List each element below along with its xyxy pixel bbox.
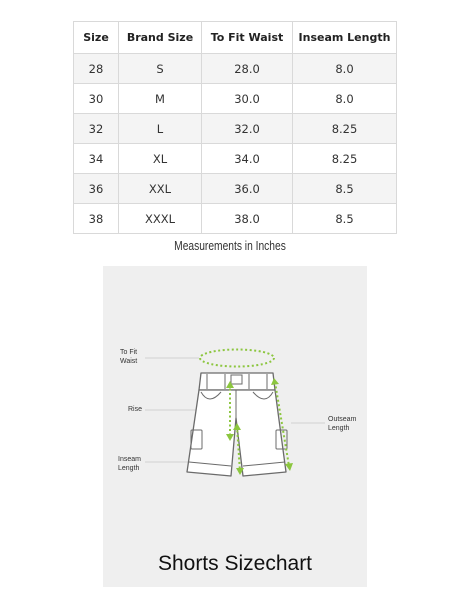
table-row xyxy=(74,84,397,114)
measurements-caption: Measurements in Inches xyxy=(174,239,286,253)
cell-brand-size: M xyxy=(119,84,202,114)
size-table xyxy=(73,21,397,234)
buckle-icon xyxy=(231,375,242,384)
cell-to-fit-waist: 28.0 xyxy=(202,54,293,84)
cell-to-fit-waist: 36.0 xyxy=(202,174,293,204)
cell-inseam-length: 8.5 xyxy=(293,204,397,234)
table-row xyxy=(74,144,397,174)
cell-to-fit-waist: 30.0 xyxy=(202,84,293,114)
cell-to-fit-waist: 34.0 xyxy=(202,144,293,174)
cell-inseam-length: 8.0 xyxy=(293,84,397,114)
cell-inseam-length: 8.25 xyxy=(293,144,397,174)
cell-size: 32 xyxy=(74,114,119,144)
cell-brand-size: L xyxy=(119,114,202,144)
cell-to-fit-waist: 38.0 xyxy=(202,204,293,234)
to-fit-waist-label: To Fit Waist xyxy=(120,349,138,365)
cell-brand-size: S xyxy=(119,54,202,84)
table-row xyxy=(74,114,397,144)
cell-size: 38 xyxy=(74,204,119,234)
waist-measure-ellipse xyxy=(200,350,274,367)
shorts-sizechart-title: Shorts Sizechart xyxy=(157,552,313,575)
cell-size: 30 xyxy=(74,84,119,114)
cell-size: 28 xyxy=(74,54,119,84)
rise-label: Rise xyxy=(128,406,143,413)
cell-inseam-length: 8.25 xyxy=(293,114,397,144)
cell-inseam-length: 8.0 xyxy=(293,54,397,84)
header-inseam-length: Inseam Length xyxy=(293,22,397,54)
inseam-length-label: Inseam Length xyxy=(118,456,141,472)
table-header-row xyxy=(74,22,397,54)
header-size: Size xyxy=(74,22,119,54)
cell-size: 36 xyxy=(74,174,119,204)
outseam-length-label: Outseam Length xyxy=(328,416,357,432)
header-brand-size: Brand Size xyxy=(119,22,202,54)
cell-inseam-length: 8.5 xyxy=(293,174,397,204)
header-to-fit-waist: To Fit Waist xyxy=(202,22,293,54)
cell-brand-size: XXXL xyxy=(119,204,202,234)
table-row xyxy=(74,174,397,204)
cell-size: 34 xyxy=(74,144,119,174)
cell-to-fit-waist: 32.0 xyxy=(202,114,293,144)
table-row xyxy=(74,204,397,234)
cell-brand-size: XL xyxy=(119,144,202,174)
cell-brand-size: XXL xyxy=(119,174,202,204)
table-row xyxy=(74,54,397,84)
shorts-diagram-panel xyxy=(103,266,367,587)
